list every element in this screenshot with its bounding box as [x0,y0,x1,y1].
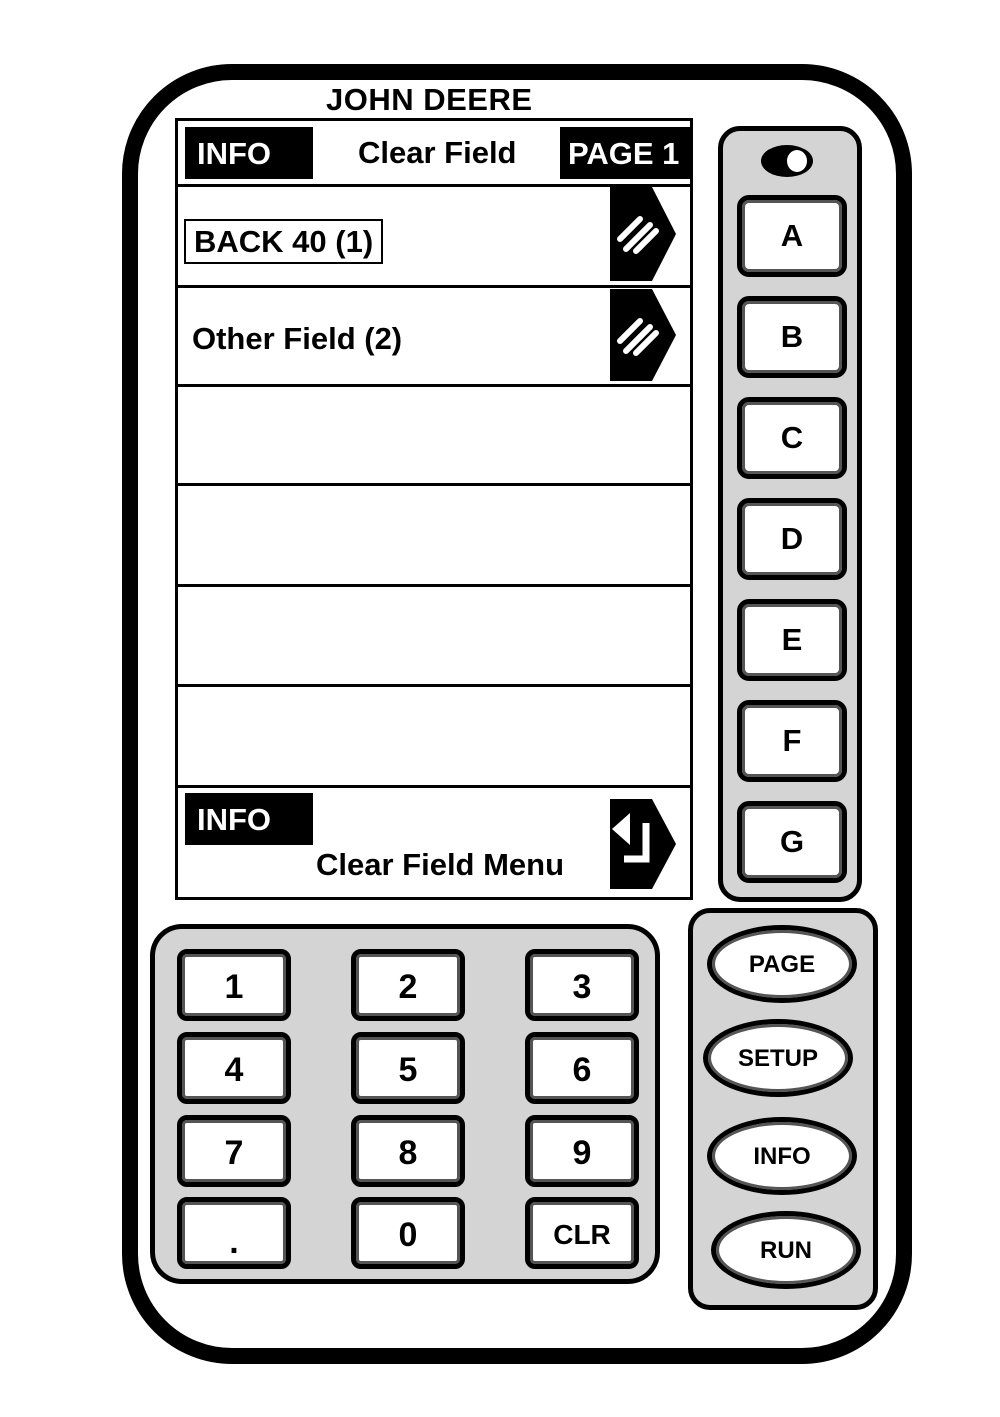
key-9[interactable]: 9 [525,1115,639,1187]
setup-button[interactable]: SETUP [703,1019,853,1097]
row-divider [178,684,690,687]
row-divider [178,483,690,486]
softkey-b[interactable]: B [737,296,847,378]
key-1[interactable]: 1 [177,949,291,1021]
numeric-keypad [150,924,660,1284]
key-7[interactable]: 7 [177,1115,291,1187]
light-sensor-icon [761,145,813,177]
row-divider [178,384,690,387]
row-divider [178,584,690,587]
key-6[interactable]: 6 [525,1032,639,1104]
softkey-e[interactable]: E [737,599,847,681]
softkey-panel [718,126,862,902]
page-title: Clear Field [358,135,517,170]
softkey-a[interactable]: A [737,195,847,277]
key-decimal[interactable]: . [177,1197,291,1269]
brand-logo-text: JOHN DEERE [326,82,533,117]
hatched-arrow-icon[interactable] [610,289,680,381]
row-divider [178,785,690,788]
footer-info-label: INFO [185,793,313,845]
footer-menu-title: Clear Field Menu [316,847,565,882]
key-4[interactable]: 4 [177,1032,291,1104]
softkey-d[interactable]: D [737,498,847,580]
row-divider [178,285,690,288]
run-button[interactable]: RUN [711,1211,861,1289]
page-button[interactable]: PAGE [707,925,857,1003]
key-0[interactable]: 0 [351,1197,465,1269]
key-5[interactable]: 5 [351,1032,465,1104]
header-page-indicator: PAGE 1 [560,127,690,179]
key-clear[interactable]: CLR [525,1197,639,1269]
return-arrow-icon[interactable] [610,799,680,889]
function-key-panel [688,908,878,1310]
key-8[interactable]: 8 [351,1115,465,1187]
softkey-g[interactable]: G [737,801,847,883]
list-item-label: BACK 40 (1) [184,219,383,264]
info-button[interactable]: INFO [707,1117,857,1195]
key-3[interactable]: 3 [525,949,639,1021]
list-item-label: Other Field (2) [192,321,403,356]
key-2[interactable]: 2 [351,949,465,1021]
hatched-arrow-icon[interactable] [610,187,680,281]
softkey-c[interactable]: C [737,397,847,479]
display-screen [175,118,693,900]
header-info-label: INFO [185,127,313,179]
softkey-f[interactable]: F [737,700,847,782]
